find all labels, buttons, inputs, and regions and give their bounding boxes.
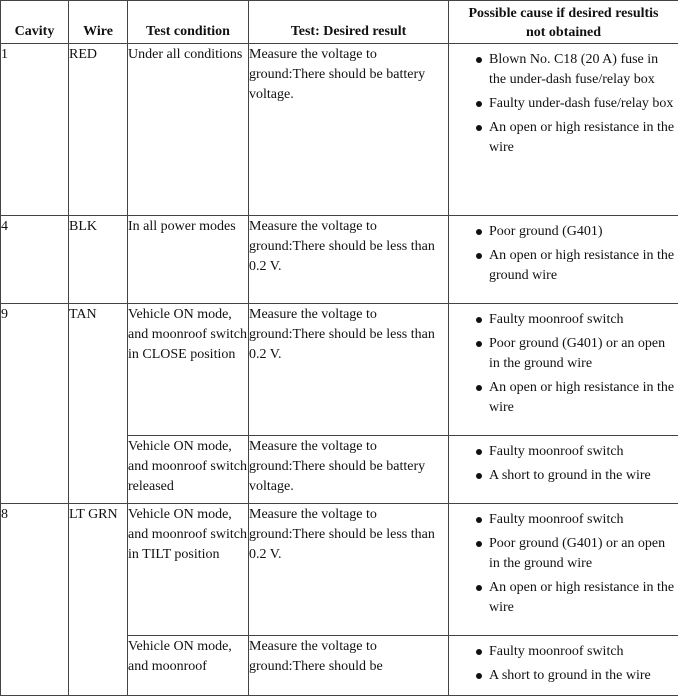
table-row <box>1 304 678 436</box>
cause-cell <box>449 636 678 696</box>
cause-list <box>449 310 678 418</box>
list-item: Faulty moonroof switch <box>489 442 678 462</box>
list-item: Faulty under-dash fuse/relay box <box>489 94 678 114</box>
cause-list <box>449 222 678 286</box>
list-item: An open or high resistance in the ground wire <box>489 246 678 286</box>
wire-cell: TAN <box>69 304 128 504</box>
cavity-cell: 8 <box>1 504 69 696</box>
header-possible-cause-line1: Possible cause if desired resultis <box>468 6 658 21</box>
list-item: Faulty moonroof switch <box>489 642 678 662</box>
cause-cell <box>449 304 678 436</box>
result-cell: Measure the voltage to ground:There should be battery voltage. <box>249 436 449 504</box>
cause-cell <box>449 436 678 504</box>
cause-list <box>449 642 678 686</box>
list-item: Blown No. C18 (20 A) fuse in the under-dash fuse/relay box <box>489 50 678 90</box>
cause-list <box>449 50 678 158</box>
list-item: A short to ground in the wire <box>489 666 678 686</box>
list-item: An open or high resistance in the wire <box>489 378 678 418</box>
header-wire: Wire <box>69 1 128 44</box>
table-row <box>1 44 678 216</box>
result-cell: Measure the voltage to ground:There should be <box>249 636 449 696</box>
result-cell: Measure the voltage to ground:There should be battery voltage. <box>249 44 449 216</box>
condition-cell: Vehicle ON mode, and moonroof <box>128 636 249 696</box>
wire-cell: LT GRN <box>69 504 128 696</box>
cavity-cell: 9 <box>1 304 69 504</box>
table-row <box>1 216 678 304</box>
result-cell: Measure the voltage to ground:There should be less than 0.2 V. <box>249 216 449 304</box>
table-row <box>1 504 678 636</box>
cavity-cell: 1 <box>1 44 69 216</box>
wire-cell: RED <box>69 44 128 216</box>
list-item: Poor ground (G401) or an open in the ground wire <box>489 334 678 374</box>
cause-list <box>449 442 678 486</box>
header-desired-result: Test: Desired result <box>249 1 449 44</box>
list-item: An open or high resistance in the wire <box>489 578 678 618</box>
list-item: A short to ground in the wire <box>489 466 678 486</box>
cause-list <box>449 510 678 618</box>
condition-cell: Vehicle ON mode, and moonroof switch released <box>128 436 249 504</box>
header-possible-cause-line2: not obtained <box>526 25 601 40</box>
header-test-condition: Test condition <box>128 1 249 44</box>
cavity-cell: 4 <box>1 216 69 304</box>
cause-cell <box>449 216 678 304</box>
cause-cell <box>449 44 678 216</box>
list-item: Faulty moonroof switch <box>489 510 678 530</box>
result-cell: Measure the voltage to ground:There should be less than 0.2 V. <box>249 304 449 436</box>
condition-cell: Vehicle ON mode, and moonroof switch in TILT position <box>128 504 249 636</box>
wire-cell: BLK <box>69 216 128 304</box>
list-item: Faulty moonroof switch <box>489 310 678 330</box>
list-item: An open or high resistance in the wire <box>489 118 678 158</box>
list-item: Poor ground (G401) <box>489 222 678 242</box>
header-cavity: Cavity <box>1 1 69 44</box>
cause-cell <box>449 504 678 636</box>
result-cell: Measure the voltage to ground:There should be less than 0.2 V. <box>249 504 449 636</box>
condition-cell: In all power modes <box>128 216 249 304</box>
condition-cell: Vehicle ON mode, and moonroof switch in CLOSE position <box>128 304 249 436</box>
header-row <box>1 1 678 44</box>
header-possible-cause <box>449 1 678 44</box>
list-item: Poor ground (G401) or an open in the ground wire <box>489 534 678 574</box>
condition-cell: Under all conditions <box>128 44 249 216</box>
